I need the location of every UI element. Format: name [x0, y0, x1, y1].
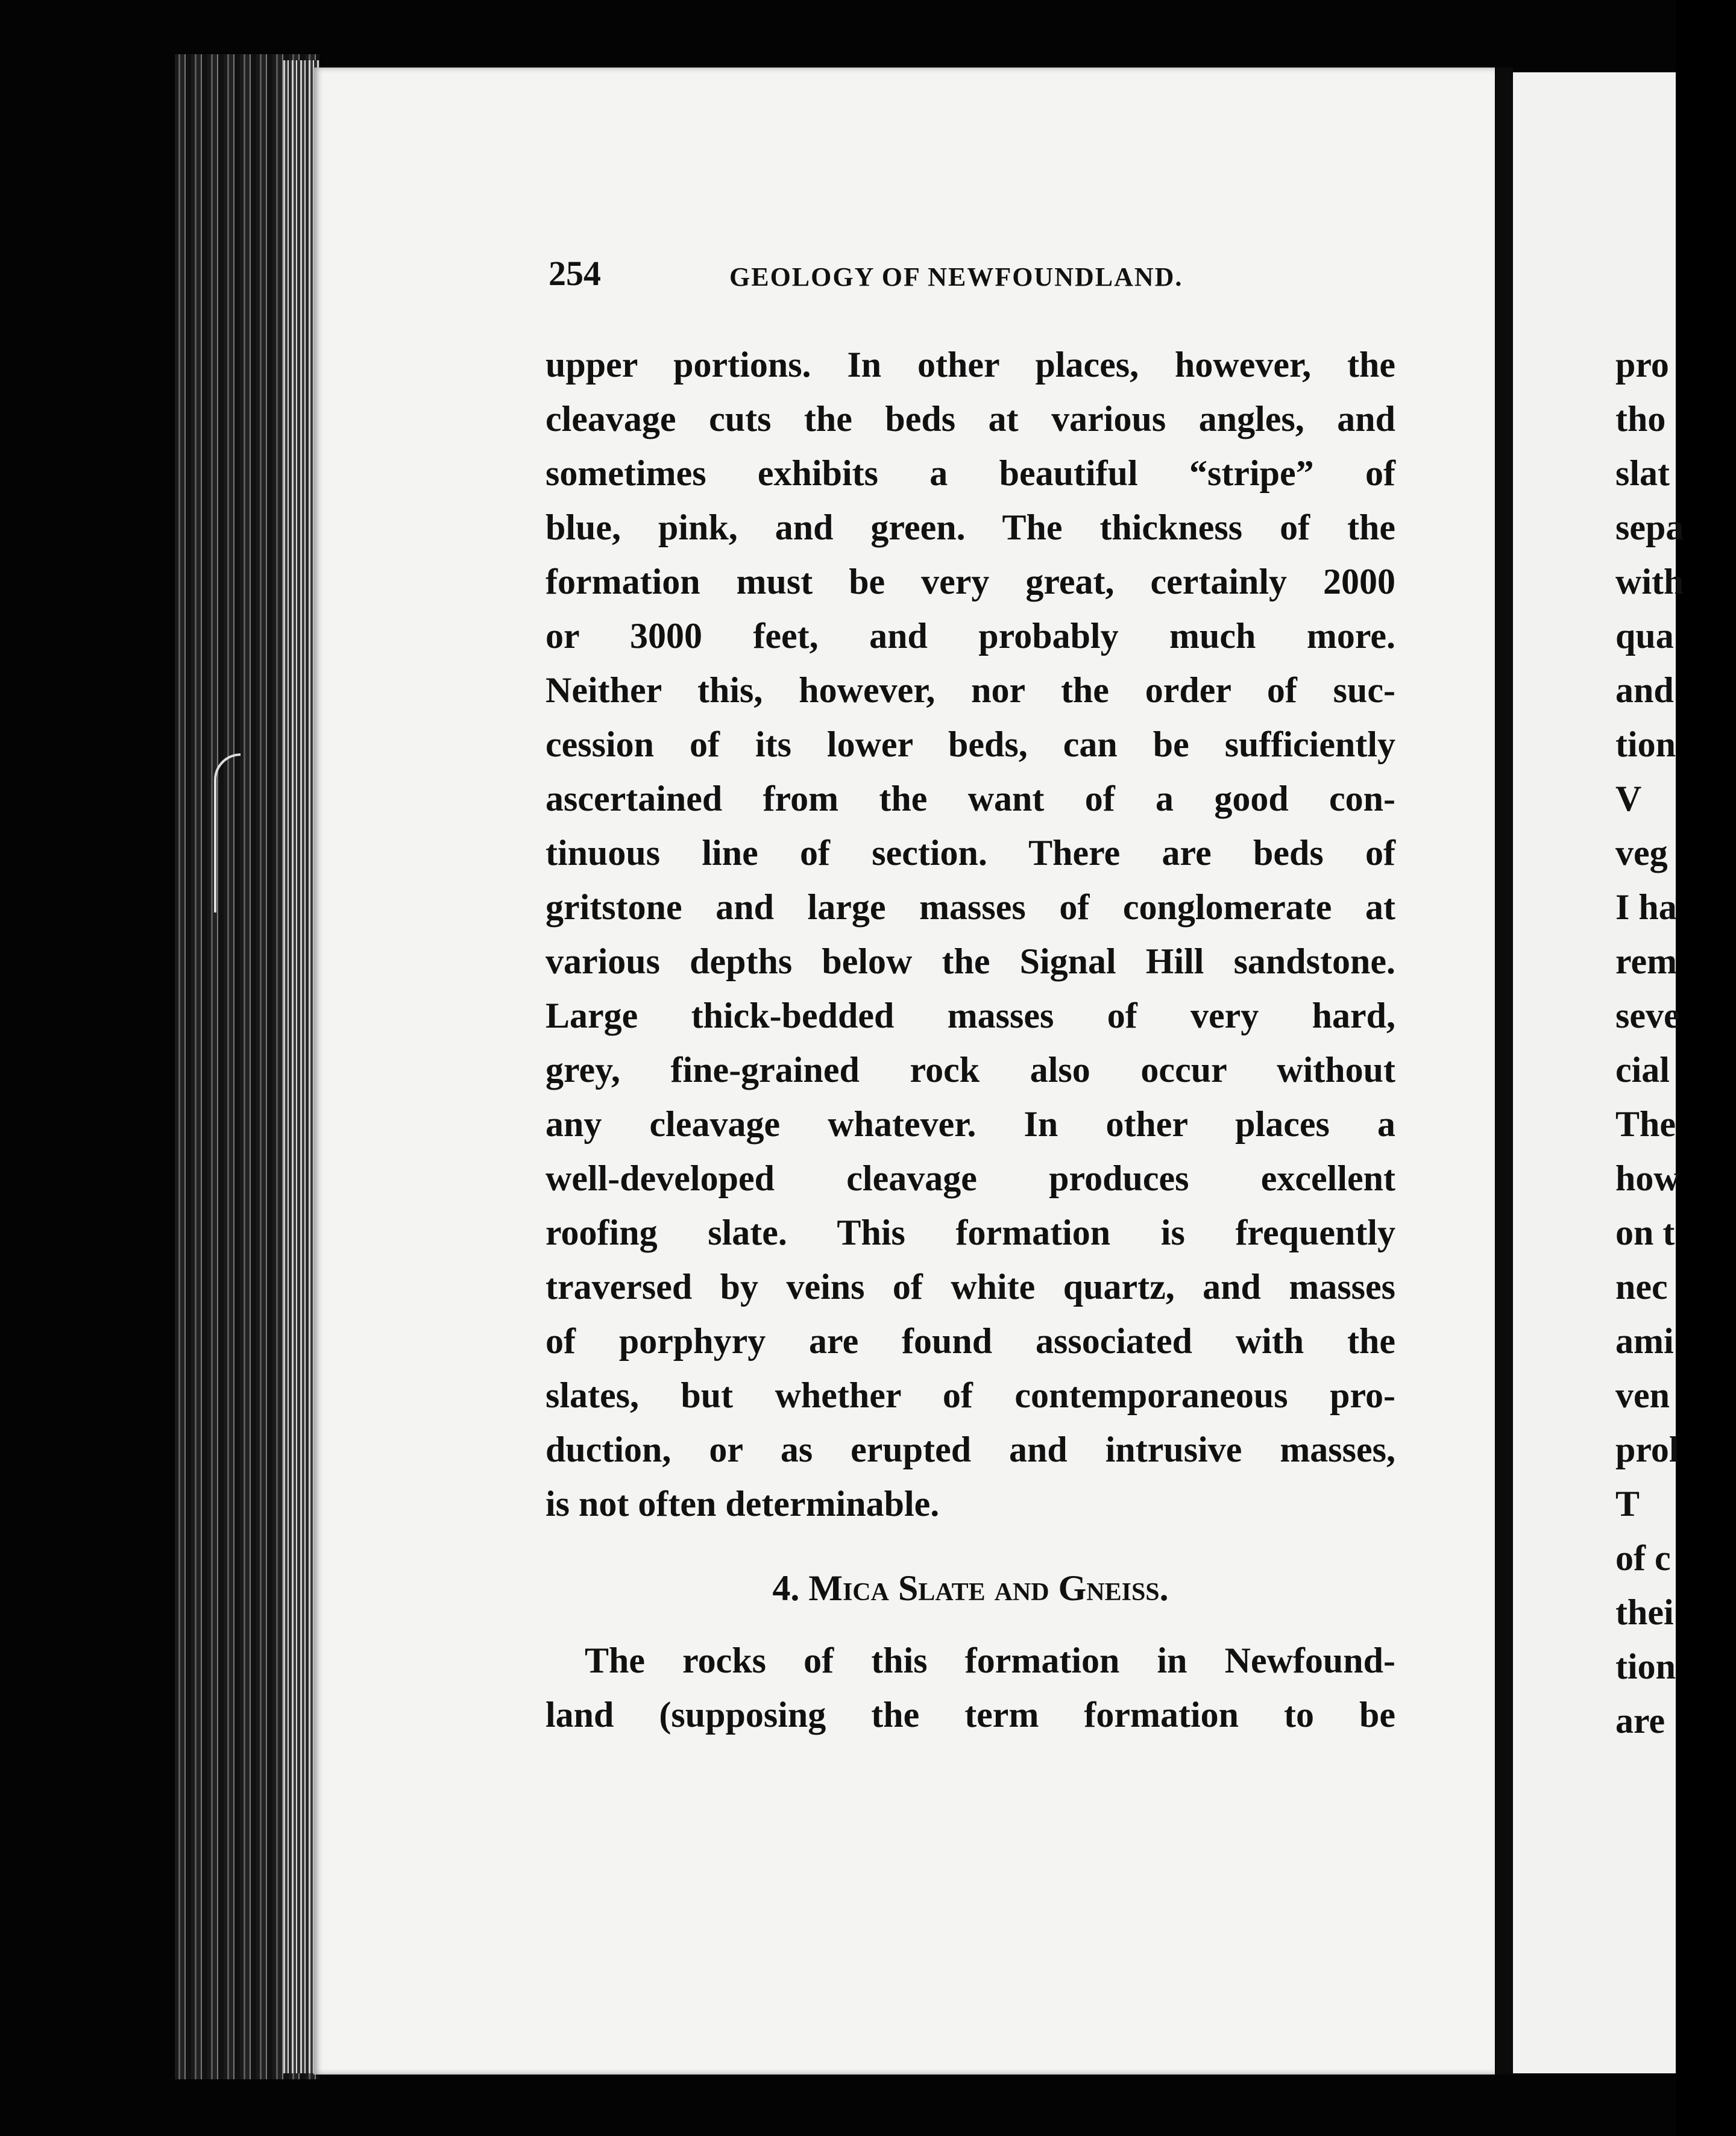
text-line: blue, pink, and green. The thickness of the	[546, 507, 1395, 547]
facing-line: veg	[1615, 833, 1668, 873]
facing-line: ami	[1615, 1321, 1674, 1361]
facing-line: and	[1615, 670, 1674, 710]
text-line: gritstone and large masses of conglomerate at	[546, 887, 1395, 927]
text-line: traversed by veins of white quartz, and masses	[546, 1267, 1395, 1307]
facing-line: sepa	[1615, 507, 1684, 547]
facing-page-text	[1615, 338, 1736, 1748]
facing-line: V	[1615, 779, 1642, 818]
text-line: grey, fine-grained rock also occur without	[546, 1050, 1395, 1090]
text-line: or 3000 feet, and probably much more.	[546, 616, 1395, 656]
facing-line: pro	[1615, 345, 1669, 385]
page-number: 254	[549, 254, 601, 293]
facing-line: The	[1615, 1104, 1676, 1144]
text-line: of porphyry are found associated with the	[546, 1321, 1395, 1361]
text-line: upper portions. In other places, however, the	[546, 345, 1395, 385]
facing-line: slat	[1615, 453, 1670, 493]
facing-line: tion	[1615, 1647, 1676, 1686]
facing-line: are	[1615, 1701, 1665, 1741]
facing-line: T	[1615, 1484, 1640, 1524]
text-line: is not often determinable.	[546, 1484, 940, 1524]
text-line: The rocks of this formation in Newfound-	[585, 1641, 1395, 1680]
text-line: any cleavage whatever. In other places a	[546, 1104, 1395, 1144]
text-line: Large thick-bedded masses of very hard,	[546, 996, 1395, 1035]
facing-line: cial	[1615, 1050, 1670, 1090]
text-line: formation must be very great, certainly 2000	[546, 562, 1395, 602]
facing-line: on t	[1615, 1213, 1675, 1252]
section-heading: 4. Mica Slate and Gneiss.	[772, 1568, 1169, 1608]
text-line: ascertained from the want of a good con-	[546, 779, 1395, 818]
text-line: land (supposing the term formation to be	[546, 1695, 1395, 1735]
facing-line: seve	[1615, 996, 1680, 1035]
page-body	[546, 338, 1395, 1742]
text-line: Neither this, however, nor the order of suc-	[546, 670, 1395, 710]
text-line: slates, but whether of contemporaneous pro-	[546, 1375, 1395, 1415]
facing-line: tho	[1615, 399, 1666, 439]
facing-line: qua	[1615, 616, 1674, 656]
facing-line: thei	[1615, 1592, 1674, 1632]
page-header	[549, 253, 1224, 307]
text-line: duction, or as erupted and intrusive masses,	[546, 1430, 1395, 1469]
text-line: cession of its lower beds, can be sufficiently	[546, 724, 1395, 764]
margin-mark	[214, 753, 241, 913]
facing-line: of c	[1615, 1538, 1671, 1578]
facing-line: tion	[1615, 724, 1676, 764]
text-line: various depths below the Signal Hill sandstone.	[546, 941, 1395, 981]
facing-line: I ha	[1615, 887, 1677, 927]
book-gutter	[1496, 68, 1513, 2075]
facing-line: with	[1615, 562, 1684, 602]
text-line: tinuous line of section. There are beds of	[546, 833, 1395, 873]
text-line: sometimes exhibits a beautiful “stripe” of	[546, 453, 1395, 493]
facing-line: nec	[1615, 1267, 1668, 1307]
text-line: roofing slate. This formation is frequently	[546, 1213, 1395, 1252]
facing-line: ven	[1615, 1375, 1670, 1415]
text-line: cleavage cuts the beds at various angles, and	[546, 399, 1395, 439]
text-line: well-developed cleavage produces excellent	[546, 1158, 1395, 1198]
facing-line: rem	[1615, 941, 1678, 981]
facing-line: prol	[1615, 1430, 1679, 1469]
running-head: GEOLOGY OF NEWFOUNDLAND.	[729, 262, 1183, 292]
facing-line: how	[1615, 1158, 1680, 1198]
